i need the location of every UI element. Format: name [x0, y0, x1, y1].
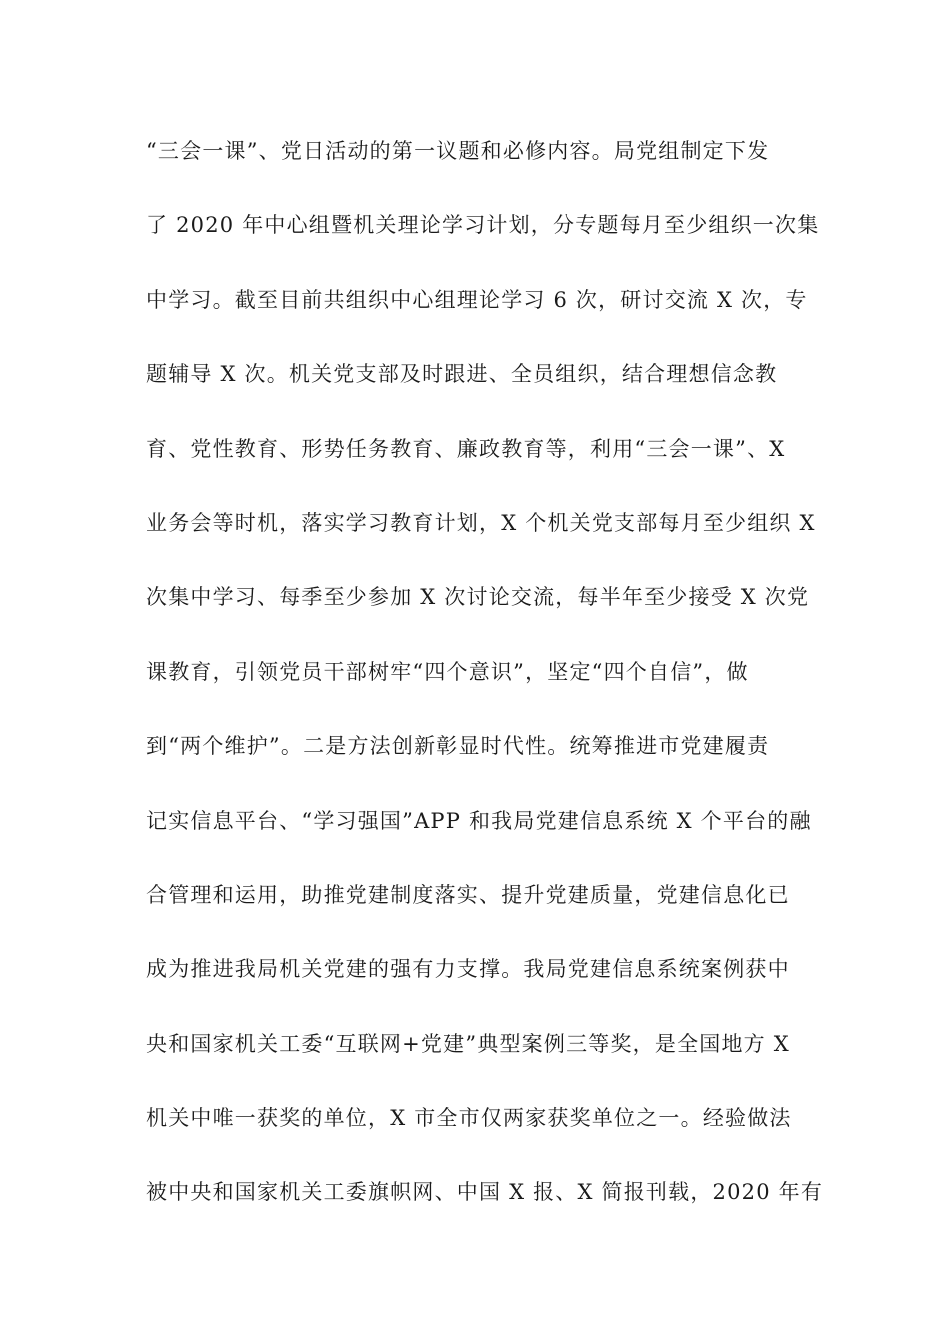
- text-line: 被中央和国家机关工委旗帜网、中国 X 报、X 简报刊载，2020 年有: [146, 1180, 824, 1205]
- text-line: 育、党性教育、形势任务教育、廉政教育等，利用“三会一课”、X: [146, 436, 786, 461]
- text-line: 记实信息平台、“学习强国”APP 和我局党建信息系统 X 个平台的融: [146, 808, 812, 833]
- text-line: 题辅导 X 次。机关党支部及时跟进、全员组织，结合理想信念教: [146, 362, 778, 387]
- text-line: 了 2020 年中心组暨机关理论学习计划，分专题每月至少组织一次集: [146, 213, 820, 238]
- text-line: 业务会等时机，落实学习教育计划，X 个机关党支部每月至少组织 X: [146, 510, 816, 535]
- text-line: 央和国家机关工委“互联网+党建”典型案例三等奖，是全国地方 X: [146, 1031, 790, 1056]
- text-line: 机关中唯一获奖的单位，X 市全市仅两家获奖单位之一。经验做法: [146, 1106, 792, 1131]
- text-line: 到“两个维护”。二是方法创新彰显时代性。统筹推进市党建履责: [146, 734, 770, 759]
- text-line: “三会一课”、党日活动的第一议题和必修内容。局党组制定下发: [146, 139, 770, 163]
- text-line: 课教育，引领党员干部树牢“四个意识”，坚定“四个自信”，做: [146, 659, 749, 684]
- text-line: 中学习。截至目前共组织中心组理论学习 6 次，研讨交流 X 次，专: [146, 287, 808, 312]
- text-line: 合管理和运用，助推党建制度落实、提升党建质量，党建信息化已: [146, 882, 790, 907]
- text-line: 成为推进我局机关党建的强有力支撑。我局党建信息系统案例获中: [146, 957, 790, 982]
- text-line: 次集中学习、每季至少参加 X 次讨论交流，每半年至少接受 X 次党: [146, 585, 810, 610]
- body-text: [146, 131, 824, 1247]
